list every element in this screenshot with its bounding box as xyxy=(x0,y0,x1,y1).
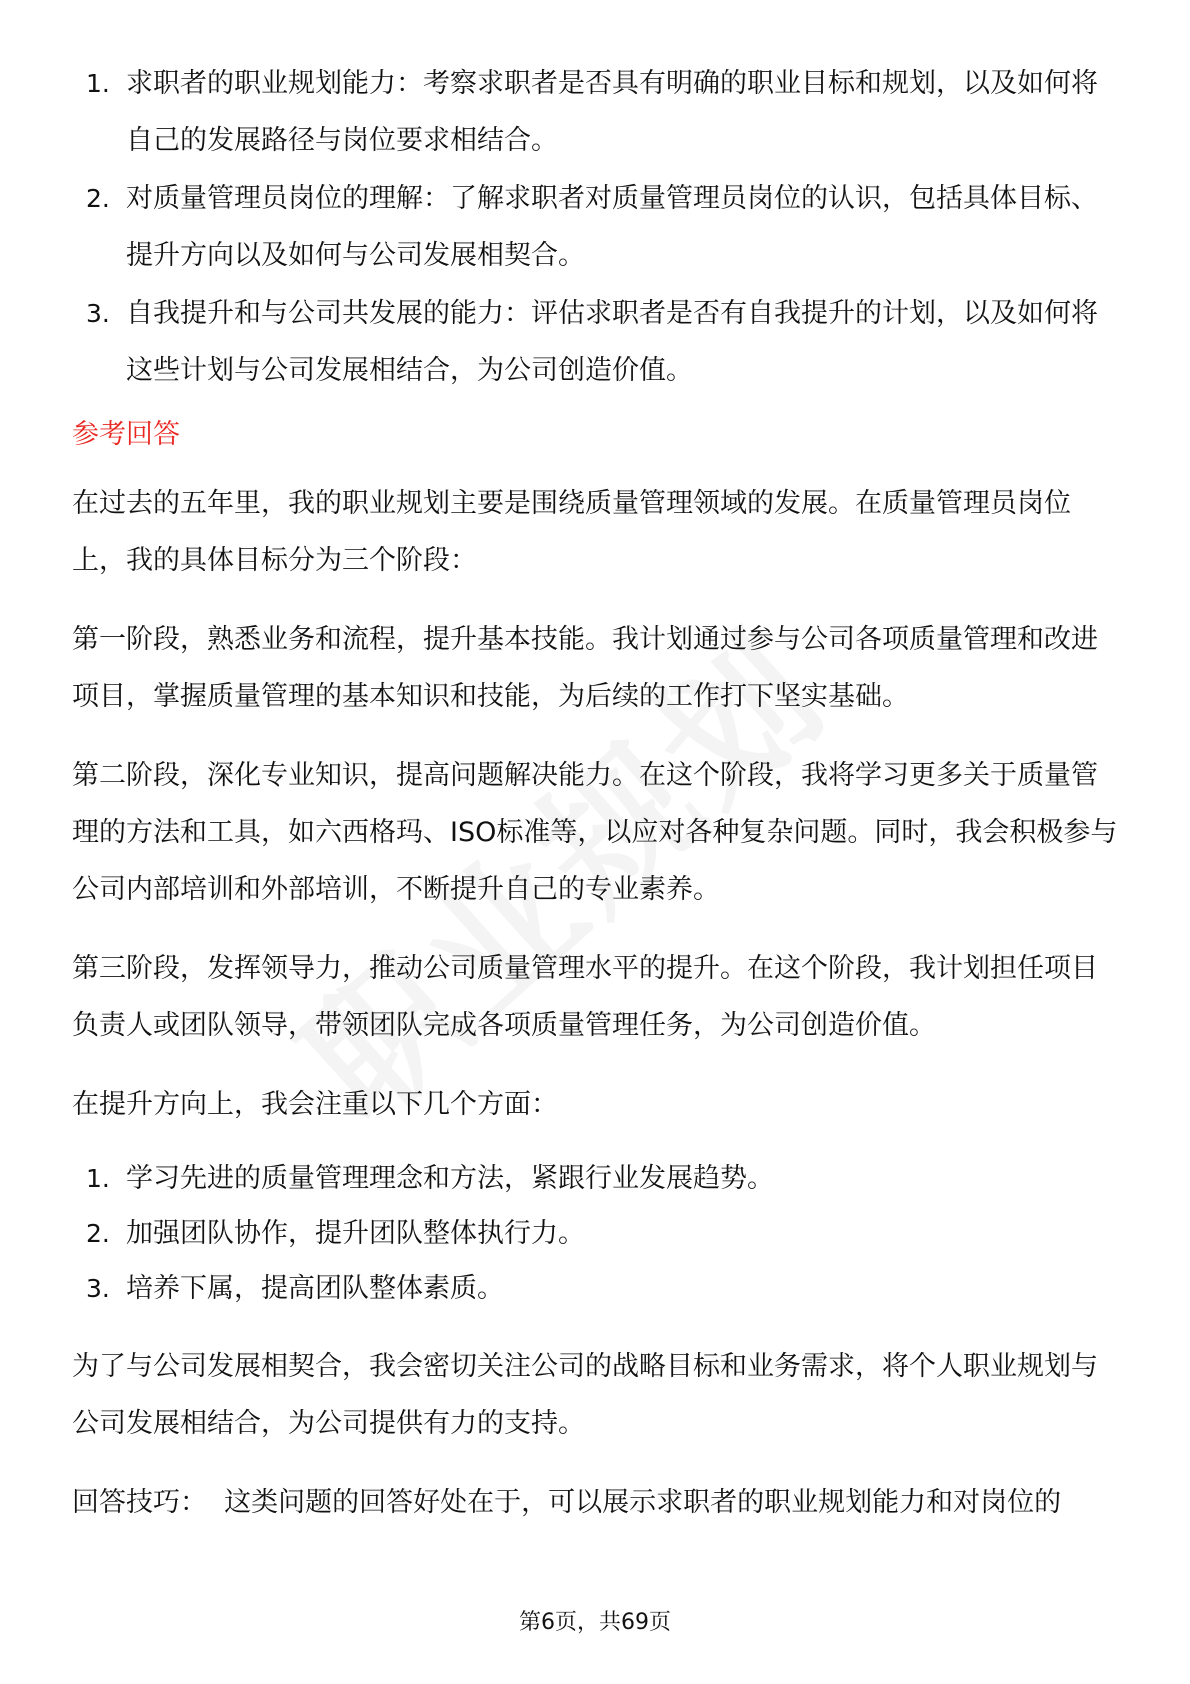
list-number: 1. xyxy=(86,1164,110,1193)
list-item-text: 求职者的职业规划能力：考察求职者是否具有明确的职业目标和规划，以及如何将自己的发展路径与岗位要求相结合。 xyxy=(126,68,1098,156)
list-number: 2. xyxy=(86,184,110,213)
answer-paragraph: 为了与公司发展相契合，我会密切关注公司的战略目标和业务需求，将个人职业规划与公司发展相结合，为公司提供有力的支持。 xyxy=(72,1351,1098,1439)
answer-paragraph: 第二阶段，深化专业知识，提高问题解决能力。在这个阶段，我将学习更多关于质量管理的方法和工具，如六西格玛、ISO标准等，以应对各种复杂问题。同时，我会积极参与公司内部培训和外部培训，不断提升自己的专业素养。 xyxy=(72,760,1118,905)
list-item xyxy=(72,1261,1118,1316)
list-item-text: 培养下属，提高团队整体素质。 xyxy=(126,1273,504,1304)
list-item-text: 自我提升和与公司共发展的能力：评估求职者是否有自我提升的计划，以及如何将这些计划与公司发展相结合，为公司创造价值。 xyxy=(126,298,1098,386)
list-number: 2. xyxy=(86,1219,110,1248)
answer-paragraph: 在过去的五年里，我的职业规划主要是围绕质量管理领域的发展。在质量管理员岗位上，我的具体目标分为三个阶段： xyxy=(72,488,1071,576)
list-item xyxy=(72,1151,1118,1206)
page-number: 第6页，共69页 xyxy=(519,1610,671,1635)
list-number: 3. xyxy=(86,299,110,328)
list-item xyxy=(72,55,1118,169)
improvement-list xyxy=(72,1151,1118,1316)
list-number: 3. xyxy=(86,1274,110,1303)
reference-answer-heading: 参考回答 xyxy=(72,419,180,450)
list-item xyxy=(72,285,1118,399)
list-item xyxy=(72,1206,1118,1261)
list-item-text: 加强团队协作，提升团队整体执行力。 xyxy=(126,1218,585,1249)
answer-paragraph: 在提升方向上，我会注重以下几个方面： xyxy=(72,1089,558,1120)
list-item-text: 对质量管理员岗位的理解：了解求职者对质量管理员岗位的认识，包括具体目标、提升方向以及如何与公司发展相契合。 xyxy=(126,183,1098,271)
list-item xyxy=(72,170,1118,284)
list-item-text: 学习先进的质量管理理念和方法，紧跟行业发展趋势。 xyxy=(126,1163,774,1194)
answer-paragraph: 第三阶段，发挥领导力，推动公司质量管理水平的提升。在这个阶段，我计划担任项目负责人或团队领导，带领团队完成各项质量管理任务，为公司创造价值。 xyxy=(72,953,1098,1041)
page-content xyxy=(72,55,1118,1553)
answer-tips: 回答技巧： 这类问题的回答好处在于，可以展示求职者的职业规划能力和对岗位的 xyxy=(72,1487,1062,1518)
list-number: 1. xyxy=(86,69,110,98)
answer-paragraph: 第一阶段，熟悉业务和流程，提升基本技能。我计划通过参与公司各项质量管理和改进项目，掌握质量管理的基本知识和技能，为后续的工作打下坚实基础。 xyxy=(72,624,1098,712)
criteria-list xyxy=(72,55,1118,399)
